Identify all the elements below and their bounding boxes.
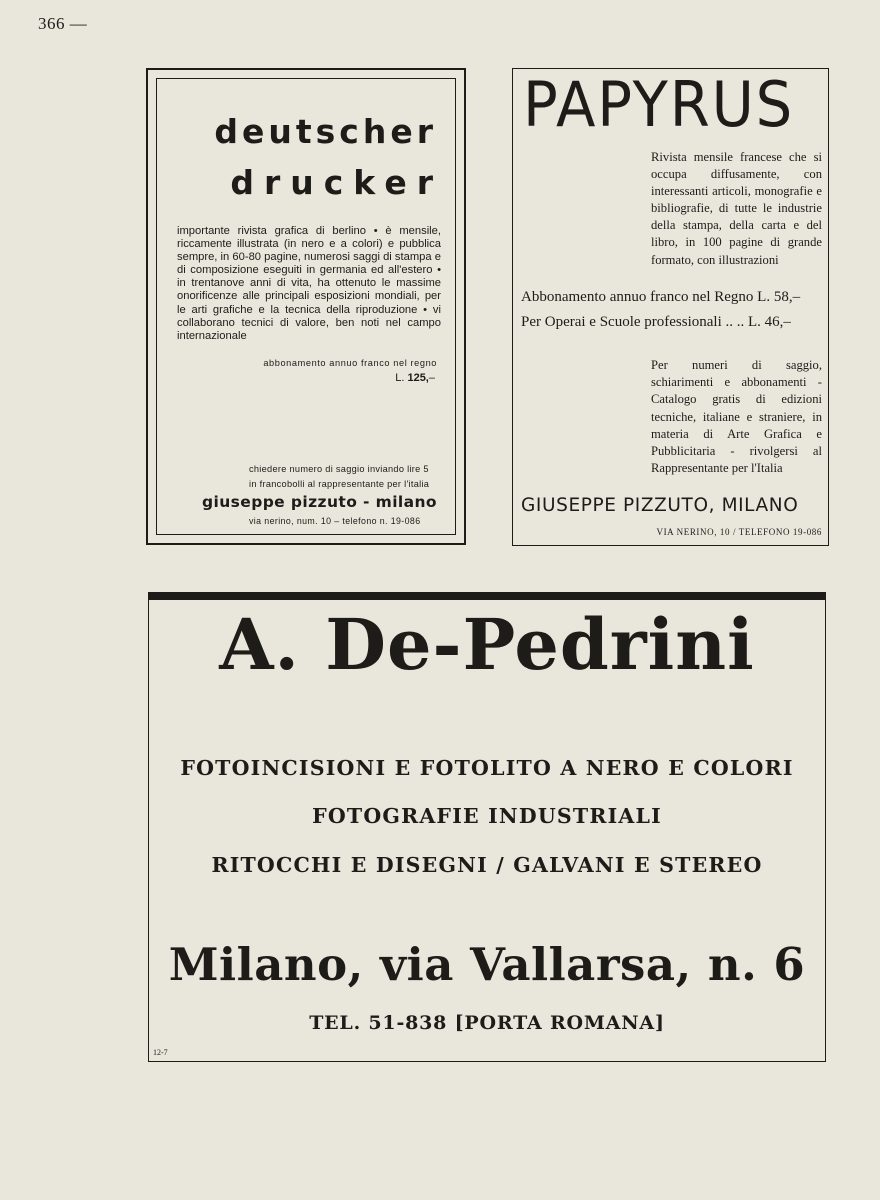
dd-request-line2: in francobolli al rappresentante per l'italia <box>249 479 430 489</box>
papyrus-info: Per numeri di saggio, schiarimenti e abbonamenti - Catalogo gratis di edizioni tecniche, italiane e straniere, in materia di Arte Grafica e Pubblicitaria - rivolgersi al Rappresentante per l'Italia <box>651 358 822 476</box>
depedrini-service-2: FOTOGRAFIE INDUSTRIALI <box>312 804 662 828</box>
dd-price-value: 125, <box>407 372 429 384</box>
depedrini-telephone: TEL. 51-838 [PORTA ROMANA] <box>309 1012 665 1034</box>
depedrini-ad <box>148 592 826 1062</box>
depedrini-service-3: RITOCCHI E DISEGNI / GALVANI E STEREO <box>211 853 763 877</box>
deutscher-drucker-inner-frame <box>156 78 456 535</box>
dd-contact: giuseppe pizzuto - milano <box>202 493 437 511</box>
depedrini-address: Milano, via Vallarsa, n. 6 <box>168 938 806 991</box>
dd-request <box>249 462 437 492</box>
depedrini-name: A. De-Pedrini <box>219 603 755 686</box>
papyrus-subscription-2: Per Operai e Scuole professionali .. .. L. 46,– <box>521 314 791 330</box>
dd-price-prefix: L. <box>395 372 405 384</box>
depedrini-code: 12-7 <box>153 1048 168 1057</box>
papyrus-subscription-1: Abbonamento annuo franco nel Regno L. 58,– <box>521 289 801 305</box>
papyrus-ad <box>512 68 829 546</box>
dd-price <box>395 372 435 384</box>
papyrus-contact: GIUSEPPE PIZZUTO, MILANO <box>521 495 799 516</box>
dd-request-line1: chiedere numero di saggio inviando lire 5 <box>249 464 429 474</box>
dd-title-line1: deutscher <box>214 112 437 151</box>
dd-title-line2: drucker <box>230 163 443 202</box>
deutscher-drucker-ad <box>146 68 466 545</box>
dd-body-text: importante rivista grafica di berlino • è mensile, riccamente illustrata (in nero e a colori) e pubblica sempre, in 60-80 pagine, numerosi saggi di stampa e di composizione eseguiti in germania ed all'estero • in trentanove anni di vita, ha ottenuto le massime onorificenze alle principali esposizioni mondiali, per le arti grafiche e la tecnica della riproduzione • vi collaborano tecnici di valore, ben noti nel campo internazionale <box>177 225 441 342</box>
dd-price-suffix: – <box>428 372 435 384</box>
dd-address: via nerino, num. 10 – telefono n. 19-086 <box>249 516 421 526</box>
papyrus-title: PAPYRUS <box>523 68 795 141</box>
papyrus-address: VIA NERINO, 10 / TELEFONO 19-086 <box>656 527 822 537</box>
papyrus-description: Rivista mensile francese che si occupa diffusamente, con interessanti articoli, monografie e bibliografie, di tutte le industrie della stampa, della carta e del libro, in 100 pagine di grande formato, con illustrazioni <box>651 150 822 267</box>
depedrini-service-1: FOTOINCISIONI E FOTOLITO A NERO E COLORI <box>180 756 794 780</box>
page-number: 366 — <box>38 14 88 33</box>
dd-subscription-label: abbonamento annuo franco nel regno <box>263 358 437 368</box>
depedrini-top-rule <box>149 592 825 600</box>
